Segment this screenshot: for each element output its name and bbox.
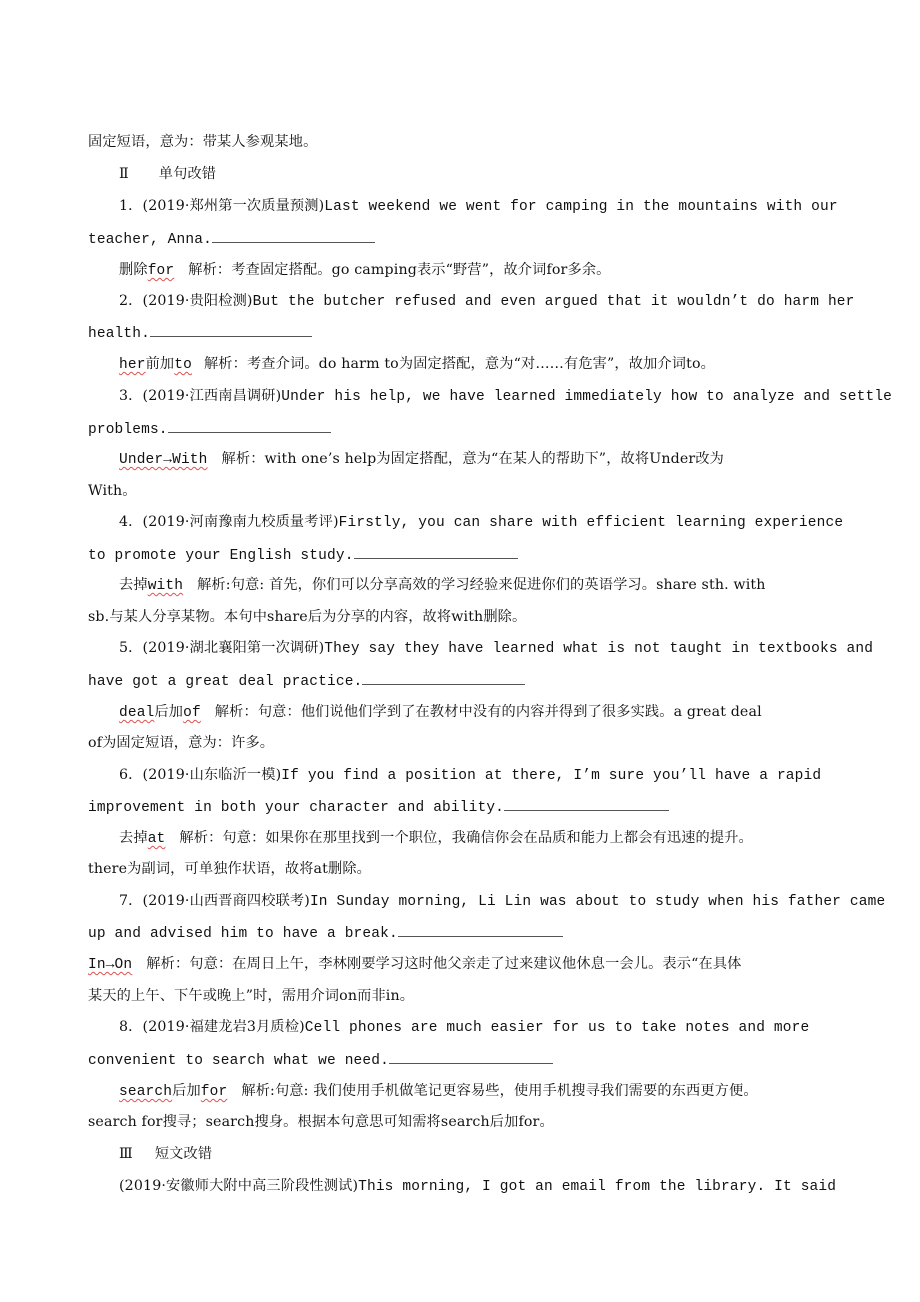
item-sentence: Firstly, you can share with efficient learning experience [338,515,844,531]
item-4-line1 [119,512,843,533]
item-3-line2 [88,418,331,440]
passage-text: This morning, I got an email from the library. It said [358,1179,837,1195]
section-title: 短文改错 [154,1146,213,1162]
item-sentence: Under his help, we have learned immediately how to analyze and settle [281,389,893,405]
analysis-label: 解析： [203,356,247,372]
item-8-line2 [88,1049,553,1071]
item-sentence: convenient to search what we need. [88,1053,389,1069]
answer-blank[interactable] [389,1049,553,1064]
section-numeral: Ⅲ [119,1146,133,1162]
item-source: (2019·江西南昌调研) [142,388,282,404]
item-2-line1 [119,291,855,312]
item-7-line2 [88,922,563,944]
item-8-answer [119,1081,758,1102]
answer-text: 后加 [172,1083,201,1099]
analysis-label: 解析： [221,451,265,467]
answer-word: to [174,357,192,373]
analysis-label: 解析: [197,577,231,593]
item-number: 6． [119,767,143,783]
item-source: (2019·湖北襄阳第一次调研) [142,640,325,656]
answer-blank[interactable] [168,418,331,433]
answer-word: deal [119,705,155,721]
item-source: (2019·郑州第一次质量预测) [142,198,325,214]
answer-text: 后加 [154,704,184,720]
item-3-analysis-cont: With。 [88,483,137,499]
answer-word: for [147,263,175,279]
item-8-line1 [119,1017,809,1038]
item-3-answer [119,449,724,470]
item-8-analysis-cont: search for搜寻；search搜身。根据本句意思可知需将search后加for。 [88,1114,554,1130]
answer-blank[interactable] [504,796,669,811]
analysis-label: 解析： [179,830,223,846]
item-sentence: If you find a position at there, I’m sure you’ll have a rapid [281,768,822,784]
item-sentence: problems. [88,422,168,438]
item-sentence: up and advised him to have a break. [88,926,398,942]
item-7-line1 [119,891,885,912]
analysis-label: 解析: [241,1083,275,1099]
item-sentence: teacher, Anna. [88,232,212,248]
answer-word: search [119,1084,173,1100]
analysis-text: 句意：在周日上午，李林刚要学习这时他父亲走了过来建议他休息一会儿。表示“在具体 [189,956,742,972]
analysis-text: 考查介词。do harm to为固定搭配，意为“对……有危害”，故加介词to。 [246,356,715,372]
item-number: 5． [119,640,143,656]
item-6-analysis-cont: there为副词，可单独作状语，故将at删除。 [88,861,372,877]
item-sentence: Cell phones are much easier for us to take notes and more [304,1020,810,1036]
item-2-answer [119,354,715,375]
answer-blank[interactable] [398,922,563,937]
item-source: (2019·福建龙岩3月质检) [142,1019,305,1035]
answer-word: Under→With [119,452,208,468]
answer-blank[interactable] [362,670,525,685]
intro-tail: 固定短语，意为：带某人参观某地。 [88,134,318,150]
item-6-line2 [88,796,669,818]
answer-word: at [147,831,166,847]
analysis-text: 句意: 首先，你们可以分享高效的学习经验来促进你们的英语学习。share sth. with [230,577,766,593]
item-source: (2019·山东临沂一模) [142,767,282,783]
answer-text: 前加 [145,356,175,372]
section-2-heading [119,164,216,184]
item-sentence: They say they have learned what is not taught in textbooks and [324,641,874,657]
analysis-text: with one’s help为固定搭配，意为“在某人的帮助下”，故将Under改为 [264,451,725,467]
item-number: 3． [119,388,143,404]
answer-blank[interactable] [354,544,518,559]
item-1-line2 [88,228,375,250]
item-5-analysis-cont: of为固定短语，意为：许多。 [88,735,275,751]
answer-text: 去掉 [119,830,148,846]
answer-word: of [183,705,201,721]
item-4-analysis-cont: sb.与某人分享某物。本句中share后为分享的内容，故将with删除。 [88,609,527,625]
item-sentence: In Sunday morning, Li Lin was about to study when his father came [309,894,886,910]
answer-blank[interactable] [150,322,312,337]
item-number: 1． [119,198,143,214]
item-number: 8． [119,1019,143,1035]
item-sentence: But the butcher refused and even argued that it wouldn’t do harm her [252,294,855,310]
item-2-line2 [88,322,312,344]
section-3-heading [119,1144,212,1164]
analysis-text: 句意：如果你在那里找到一个职位，我确信你会在品质和能力上都会有迅速的提升。 [222,830,753,846]
analysis-label: 解析： [188,262,232,278]
item-1-answer [119,260,611,281]
item-number: 4． [119,514,143,530]
passage-source: (2019·安徽师大附中高三阶段性测试) [119,1178,359,1194]
analysis-text: 句意: 我们使用手机做笔记更容易些，使用手机搜寻我们需要的东西更方便。 [274,1083,758,1099]
item-5-answer [119,702,762,723]
item-5-line1 [119,638,873,659]
item-5-line2 [88,670,525,692]
item-6-answer [119,828,753,849]
analysis-label: 解析： [214,704,258,720]
item-number: 7． [119,893,143,909]
analysis-label: 解析： [146,956,190,972]
item-sentence: to promote your English study. [88,548,354,564]
item-sentence: health. [88,326,150,342]
passage-line1 [119,1176,836,1197]
item-source: (2019·贵阳检测) [142,293,253,309]
item-sentence: Last weekend we went for camping in the mountains with our [324,199,838,215]
analysis-text: 句意：他们说他们学到了在教材中没有的内容并得到了很多实践。a great deal [257,704,762,720]
item-3-line1 [119,386,892,407]
item-number: 2． [119,293,143,309]
answer-word: for [200,1084,228,1100]
answer-blank[interactable] [212,228,375,243]
analysis-text: 考查固定搭配。go camping表示“野营”，故介词for多余。 [231,262,611,278]
item-7-analysis-cont: 某天的上午、下午或晚上”时，需用介词on而非in。 [88,988,415,1004]
item-4-line2 [88,544,518,566]
item-sentence: have got a great deal practice. [88,674,363,690]
item-source: (2019·山西晋商四校联考) [142,893,310,909]
item-source: (2019·河南豫南九校质量考评) [142,514,339,530]
item-4-answer [119,575,766,596]
item-7-answer [88,954,742,975]
answer-word: In→On [88,957,133,973]
answer-text: 删除 [119,262,148,278]
section-title: 单句改错 [158,166,217,182]
section-numeral: Ⅱ [119,166,129,182]
answer-text: 去掉 [119,577,148,593]
item-1-line1 [119,196,838,217]
answer-word: with [147,578,184,594]
item-sentence: improvement in both your character and ability. [88,800,505,816]
item-6-line1 [119,765,821,786]
answer-word: her [119,357,146,373]
